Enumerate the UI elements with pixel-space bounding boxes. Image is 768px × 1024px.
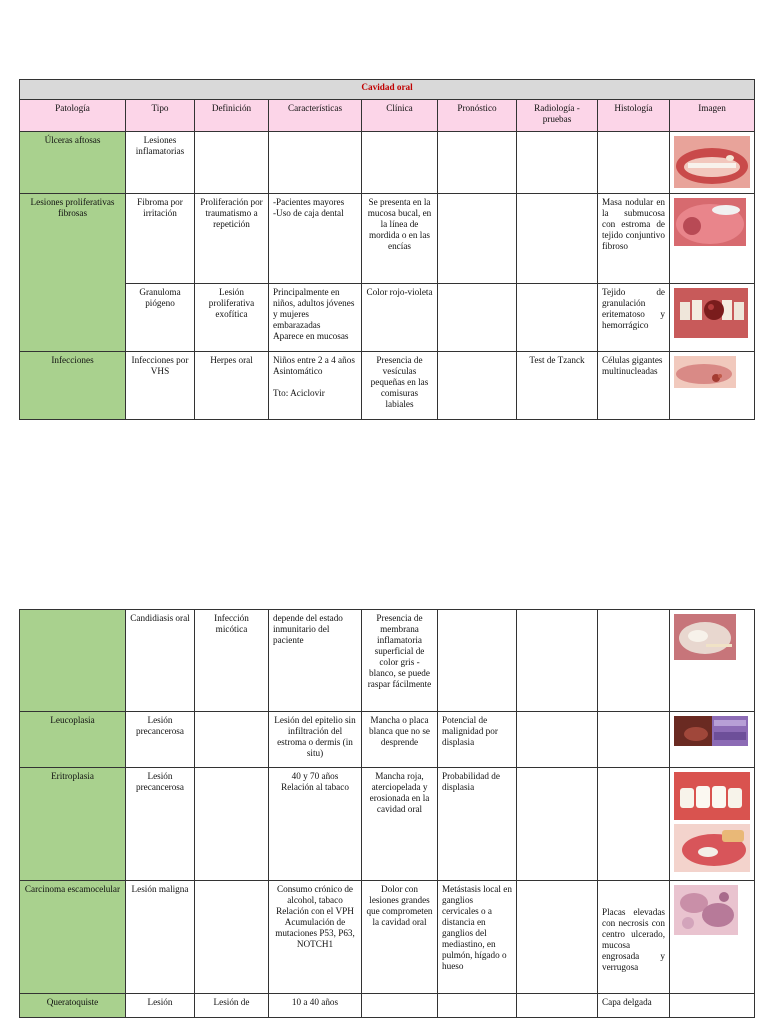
cell-radiologia xyxy=(517,768,598,881)
cell-histologia: Masa nodular en la submucosa con estroma de tejido conjuntivo fibroso xyxy=(598,194,670,284)
header-patologia: Patología xyxy=(20,100,126,132)
cell-definicion: Herpes oral xyxy=(195,352,269,420)
cell-caracteristicas: 10 a 40 años xyxy=(269,994,362,1018)
cell-patologia: Eritroplasia xyxy=(20,768,126,881)
cell-definicion xyxy=(195,132,269,194)
cell-histologia: Placas elevadas con necrosis con centro ulcerado, mucosa engrosada y verrugosa xyxy=(598,881,670,994)
cell-imagen xyxy=(670,994,755,1018)
header-tipo: Tipo xyxy=(126,100,195,132)
header-histologia: Histología xyxy=(598,100,670,132)
cell-imagen xyxy=(670,881,755,994)
cell-pronostico: Metástasis local en ganglios cervicales o a distancia en ganglios del mediastino, en pulmón, hígado o hueso xyxy=(438,881,517,994)
cell-pronostico xyxy=(438,610,517,712)
cell-patologia: Lesiones proliferativas fibrosas xyxy=(20,194,126,352)
leukoplakia-histology-photo xyxy=(674,716,748,746)
cell-patologia: Leucoplasia xyxy=(20,712,126,768)
cell-caracteristicas: -Pacientes mayores -Uso de caja dental xyxy=(269,194,362,284)
cell-histologia xyxy=(598,712,670,768)
cell-tipo: Candidiasis oral xyxy=(126,610,195,712)
table-row xyxy=(20,712,755,768)
cell-definicion: Proliferación por traumatismo a repetición xyxy=(195,194,269,284)
cell-tipo: Lesiones inflamatorias xyxy=(126,132,195,194)
table-row xyxy=(20,994,755,1018)
cell-histologia xyxy=(598,610,670,712)
cell-definicion xyxy=(195,768,269,881)
cell-tipo: Granuloma piógeno xyxy=(126,284,195,352)
cell-radiologia xyxy=(517,712,598,768)
table-caption: Cavidad oral xyxy=(20,80,755,100)
erythroplasia-photos xyxy=(674,772,750,872)
irritation-fibroma-photo xyxy=(674,198,746,246)
cell-imagen xyxy=(670,712,755,768)
table-row xyxy=(20,132,755,194)
cell-clinica: Presencia de vesículas pequeñas en las comisuras labiales xyxy=(362,352,438,420)
cell-pronostico: Potencial de malignidad por displasia xyxy=(438,712,517,768)
header-definicion: Definición xyxy=(195,100,269,132)
cell-imagen xyxy=(670,132,755,194)
cell-patologia: Carcinoma escamocelular xyxy=(20,881,126,994)
cell-imagen xyxy=(670,610,755,712)
cell-tipo: Infecciones por VHS xyxy=(126,352,195,420)
cell-radiologia: Test de Tzanck xyxy=(517,352,598,420)
cell-histologia xyxy=(598,132,670,194)
cell-pronostico xyxy=(438,352,517,420)
cell-histologia xyxy=(598,768,670,881)
cell-patologia: Infecciones xyxy=(20,352,126,420)
header-pronostico: Pronóstico xyxy=(438,100,517,132)
cell-patologia: Úlceras aftosas xyxy=(20,132,126,194)
cell-pronostico xyxy=(438,194,517,284)
table-row xyxy=(20,881,755,994)
cell-radiologia xyxy=(517,881,598,994)
cell-radiologia xyxy=(517,284,598,352)
cell-tipo: Lesión precancerosa xyxy=(126,712,195,768)
cell-caracteristicas: depende del estado inmunitario del paciente xyxy=(269,610,362,712)
cell-definicion: Infección micótica xyxy=(195,610,269,712)
cell-definicion xyxy=(195,712,269,768)
candidiasis-photo xyxy=(674,614,736,660)
cell-imagen xyxy=(670,284,755,352)
cell-definicion: Lesión proliferativa exofítica xyxy=(195,284,269,352)
cell-tipo: Lesión xyxy=(126,994,195,1018)
cell-clinica: Mancha roja, aterciopelada y erosionada en la cavidad oral xyxy=(362,768,438,881)
table-row xyxy=(20,284,755,352)
cell-pronostico xyxy=(438,284,517,352)
cell-caracteristicas: 40 y 70 años Relación al tabaco xyxy=(269,768,362,881)
header-radiologia: Radiología - pruebas xyxy=(517,100,598,132)
cell-pronostico: Probabilidad de displasia xyxy=(438,768,517,881)
cell-patologia: Queratoquiste xyxy=(20,994,126,1018)
table-row xyxy=(20,610,755,712)
cell-clinica: Dolor con lesiones grandes que comprometen la cavidad oral xyxy=(362,881,438,994)
cell-patologia xyxy=(20,610,126,712)
cell-clinica xyxy=(362,132,438,194)
cell-clinica xyxy=(362,994,438,1018)
table-row xyxy=(20,768,755,881)
pathology-table-1 xyxy=(19,79,755,420)
cell-tipo: Lesión maligna xyxy=(126,881,195,994)
cell-caracteristicas xyxy=(269,132,362,194)
aphthous-ulcer-photo xyxy=(674,136,750,188)
cell-imagen xyxy=(670,194,755,284)
cell-caracteristicas: Consumo crónico de alcohol, tabaco Relación con el VPH Acumulación de mutaciones P53, P63, NOTCH1 xyxy=(269,881,362,994)
cell-caracteristicas: Niños entre 2 a 4 años Asintomático Tto: Aciclovir xyxy=(269,352,362,420)
cell-clinica: Color rojo-violeta xyxy=(362,284,438,352)
pathology-table-2 xyxy=(19,609,755,1018)
cell-pronostico xyxy=(438,132,517,194)
cell-caracteristicas: Principalmente en niños, adultos jóvenes y mujeres embarazadas Aparece en mucosas xyxy=(269,284,362,352)
cell-histologia: Capa delgada xyxy=(598,994,670,1018)
cell-radiologia xyxy=(517,610,598,712)
cell-clinica: Mancha o placa blanca que no se desprende xyxy=(362,712,438,768)
header-clinica: Clínica xyxy=(362,100,438,132)
cell-clinica: Se presenta en la mucosa bucal, en la línea de mordida o en las encías xyxy=(362,194,438,284)
cell-histologia: Células gigantes multinucleadas xyxy=(598,352,670,420)
cell-clinica: Presencia de membrana inflamatoria superficial de color gris - blanco, se puede raspar fácilmente xyxy=(362,610,438,712)
cell-tipo: Fibroma por irritación xyxy=(126,194,195,284)
cell-imagen xyxy=(670,768,755,881)
cell-histologia: Tejido de granulación eritematoso y hemorrágico xyxy=(598,284,670,352)
table-row xyxy=(20,352,755,420)
pyogenic-granuloma-photo xyxy=(674,288,748,338)
herpes-lip-photo xyxy=(674,356,736,388)
header-imagen: Imagen xyxy=(670,100,755,132)
cell-caracteristicas: Lesión del epitelio sin infiltración del estroma o dermis (in situ) xyxy=(269,712,362,768)
cell-radiologia xyxy=(517,132,598,194)
table-row xyxy=(20,194,755,284)
squamous-carcinoma-histology xyxy=(674,885,738,935)
cell-definicion: Lesión de xyxy=(195,994,269,1018)
cell-imagen xyxy=(670,352,755,420)
cell-definicion xyxy=(195,881,269,994)
cell-pronostico xyxy=(438,994,517,1018)
cell-radiologia xyxy=(517,994,598,1018)
header-caracteristicas: Características xyxy=(269,100,362,132)
cell-radiologia xyxy=(517,194,598,284)
cell-tipo: Lesión precancerosa xyxy=(126,768,195,881)
